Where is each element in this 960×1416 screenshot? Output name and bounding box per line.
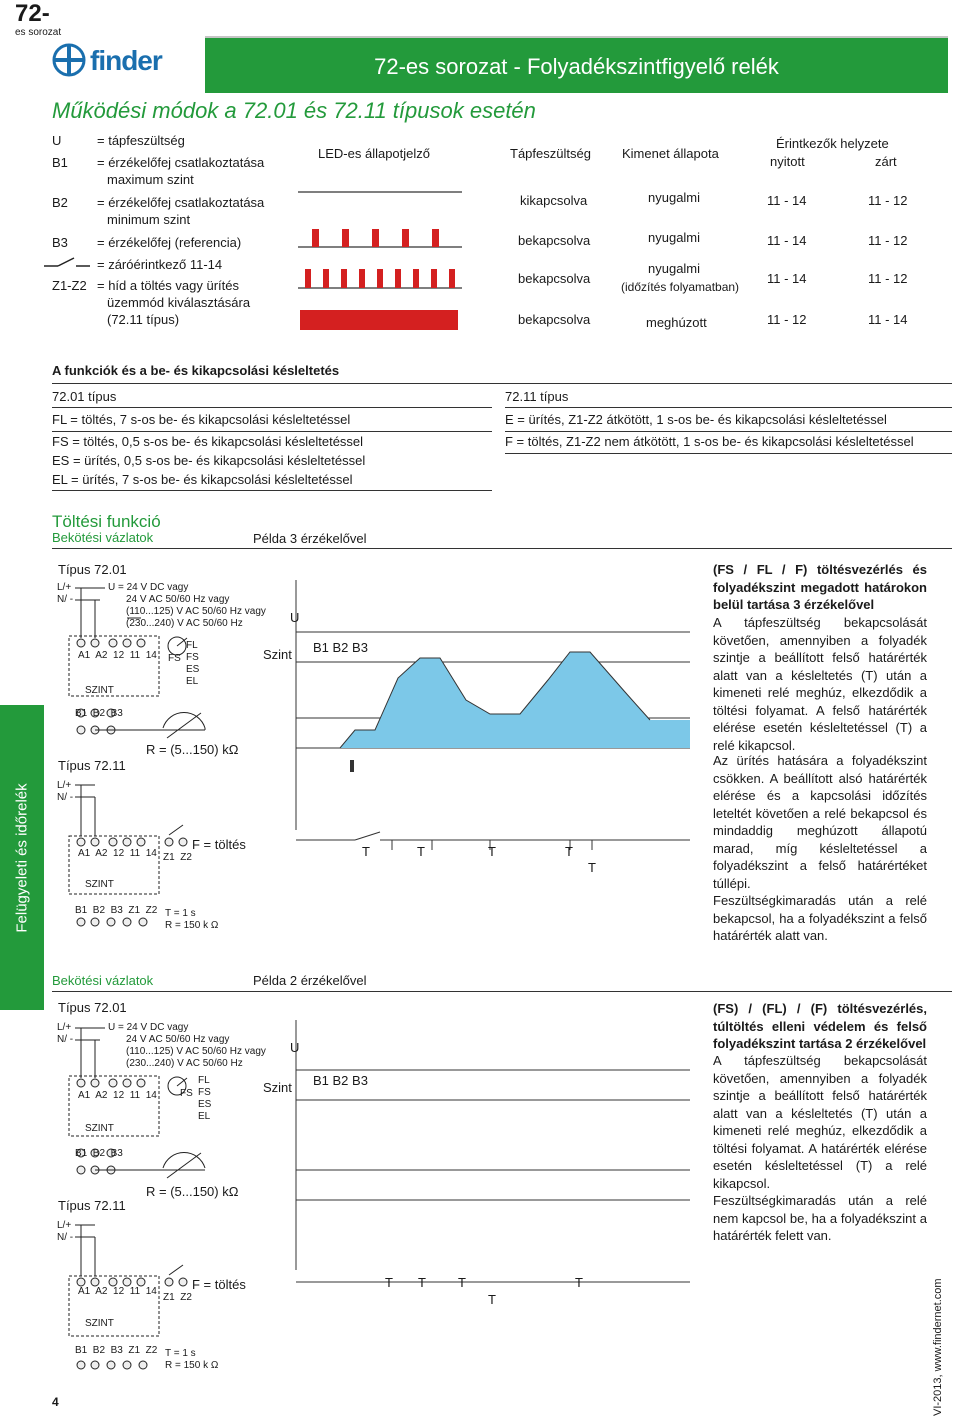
wiring-diagram-72-11: [55, 780, 255, 940]
supply-spec-1: U = 24 V DC vagy: [108, 582, 189, 593]
t-mark: T: [417, 844, 425, 859]
type-72-01-label: 72.01 típus: [52, 389, 117, 404]
legend-desc: minimum szint: [107, 212, 191, 227]
terminal-a2: A2: [95, 650, 108, 661]
function-fl: FL = töltés, 7 s-os be- és kikapcsolási késleltetéssel: [52, 412, 351, 427]
sensor-b3: B3: [110, 1148, 123, 1159]
supply-spec-4: (230...240) V AC 50/60 Hz: [126, 618, 243, 629]
sensor-b1: B1: [75, 1345, 88, 1356]
row2-supply: bekapcsolva: [518, 233, 591, 248]
col-open-header: nyitott: [770, 154, 805, 169]
row2-closed: 11 - 12: [868, 233, 908, 248]
led-steady-on: [300, 310, 458, 330]
sensor-b1: B1: [75, 905, 88, 916]
header-bar: [205, 36, 948, 93]
terminal-a2: A2: [95, 1286, 108, 1297]
footer-side-text: VI-2013, www.findernet.com: [932, 1278, 944, 1416]
row1-open: 11 - 14: [767, 193, 807, 208]
sensor-z2: Z2: [145, 1345, 158, 1356]
desc3-para-2: Az ürítés hatására a folyadékszint csökken. A beállított alsó határérték elérése és a kapcsolási időzítés leteltét követően a relé bekapcsol és mindaddig meghúzott állapotú marad, míg késleltetéssel a folyadékszint a felső határértéket túllépi.: [713, 753, 927, 891]
type-72-11-label: 72.11 típus: [505, 389, 569, 404]
desc3-para-3: Feszültségkimaradás után a relé bekapcsol, ha a folyadékszint a felső határérték alatt van.: [713, 893, 927, 943]
sensor-b3: B3: [110, 905, 123, 916]
lplus-label: L/+: [57, 1220, 72, 1231]
terminal-11: 11: [129, 848, 141, 859]
sensor-labels: [75, 708, 123, 719]
wiring-title-2: Bekötési vázlatok: [52, 973, 154, 988]
mode-el: EL: [198, 1111, 211, 1122]
desc3-heading: (FS / FL / F) töltésvezérlés és folyadékszint megadott határokon belül tartása 3 érzékelővel: [713, 562, 927, 612]
sensor-labels-b: [75, 1148, 123, 1159]
supply-spec-3: (110...125) V AC 50/60 Hz vagy: [126, 606, 266, 617]
f-fill-label-b: F = töltés: [192, 1277, 246, 1292]
supply-spec-3: (110...125) V AC 50/60 Hz vagy: [126, 1046, 266, 1057]
sensor-b2: B2: [92, 905, 106, 916]
row1-supply: kikapcsolva: [520, 193, 588, 208]
page-title: 72-es sorozat - Folyadékszintfigyelő relék: [374, 54, 779, 79]
sensor-z2: Z2: [145, 905, 158, 916]
terminal-12: 12: [113, 650, 125, 661]
terminal-a1: A1: [78, 848, 91, 859]
t-1s-b: T = 1 s: [165, 1348, 196, 1359]
lplus-label: L/+: [57, 780, 72, 791]
sensor-b2: B2: [92, 708, 106, 719]
legend-sym: B1: [52, 155, 68, 170]
legend-desc: (72.11 típus): [107, 312, 180, 327]
szint-label: SZINT: [85, 1318, 114, 1329]
desc2-heading: (FS) / (FL) / (F) töltésvezérlés, túltöltés elleni védelem és felső folyadékszint tartása 2 érzékelővel: [713, 1001, 927, 1051]
functions-title: A funkciók és a be- és kikapcsolási késleltetés: [52, 363, 340, 378]
legend-desc: = érzékelőfej csatlakoztatása: [97, 195, 265, 210]
terminal-12: 12: [113, 1286, 125, 1297]
row2-output: nyugalmi: [648, 230, 701, 245]
sensor-labels-11b: [75, 1345, 157, 1356]
supply-spec-4: (230...240) V AC 50/60 Hz: [126, 1058, 243, 1069]
type-72-01-heading: Típus 72.01: [58, 562, 127, 577]
sensor-b3: B3: [110, 1345, 123, 1356]
function-f: F = töltés, Z1-Z2 nem átkötött, 1 s-os be- és kikapcsolási késleltetéssel: [505, 434, 914, 449]
terminal-12: 12: [113, 1090, 125, 1101]
mode-es: ES: [186, 664, 200, 675]
nminus-label: N/ -: [57, 594, 74, 605]
series-subtitle: es sorozat: [15, 27, 62, 38]
mode-fl: FL: [198, 1075, 210, 1086]
row4-open: 11 - 12: [767, 312, 807, 327]
legend-sym: U: [52, 133, 62, 148]
function-es: ES = ürítés, 0,5 s-os be- és kikapcsolási késleltetéssel: [52, 453, 366, 468]
terminal-labels-b: [78, 1090, 157, 1101]
lplus-label: L/+: [57, 582, 72, 593]
terminal-11: 11: [129, 650, 141, 661]
row3-output-note: (időzítés folyamatban): [621, 280, 740, 294]
resistance-range-b: R = (5...150) kΩ: [146, 1184, 239, 1199]
terminal-a2: A2: [95, 1090, 108, 1101]
desc2-para-2: Feszültségkimaradás után a relé nem kapcsol be, ha a folyadékszint a határérték felett van.: [713, 1193, 927, 1243]
mode-selected: FS: [168, 653, 181, 664]
chart-sensor-label: B1 B2 B3: [313, 640, 368, 655]
mode-fs: FS: [198, 1087, 211, 1098]
z-labels: [163, 852, 192, 863]
terminal-labels-11: [78, 848, 157, 859]
legend-sym: Z1-Z2: [52, 278, 87, 293]
row4-closed: 11 - 14: [868, 312, 908, 327]
t-mark: T: [488, 1292, 496, 1307]
terminal-a1: A1: [78, 1090, 91, 1101]
z1-label: Z1: [163, 1292, 175, 1303]
type-72-01-heading-2: Típus 72.01: [58, 1000, 127, 1015]
terminal-a1: A1: [78, 650, 91, 661]
terminal-labels: [78, 650, 157, 661]
row4-supply: bekapcsolva: [518, 312, 591, 327]
sensor-z1: Z1: [128, 1345, 141, 1356]
terminal-labels-11b: [78, 1286, 157, 1297]
series-code: 72-: [15, 0, 50, 27]
col-closed-header: zárt: [875, 154, 897, 169]
terminal-11: 11: [129, 1286, 141, 1297]
mode-el: EL: [186, 676, 199, 687]
sensor-z1: Z1: [128, 905, 141, 916]
sensor-labels-11: [75, 905, 157, 916]
terminal-14: 14: [145, 1090, 157, 1101]
row4-output: meghúzott: [646, 315, 707, 330]
t-mark: T: [385, 1275, 393, 1290]
row3-supply: bekapcsolva: [518, 271, 591, 286]
chart-u-label: U: [290, 610, 300, 625]
chart-szint-label: Szint: [263, 647, 292, 662]
timing-chart-2-sensors: [280, 1020, 700, 1320]
wiring-diagram-72-11-b: [55, 1220, 255, 1380]
led-blink-slow: [298, 229, 462, 247]
t-mark: T: [588, 860, 596, 875]
sidebar-label: Felügyeleti és időrelék: [13, 782, 31, 933]
row3-closed: 11 - 12: [868, 271, 908, 286]
legend-desc: = tápfeszültség: [97, 133, 185, 148]
example-3-sensors: Példa 3 érzékelővel: [253, 531, 367, 546]
brand-logo-text: finder: [90, 45, 162, 76]
nminus-label: N/ -: [57, 792, 74, 803]
supply-spec-1: U = 24 V DC vagy: [108, 1022, 189, 1033]
terminal-14: 14: [145, 848, 157, 859]
mode-selected-b: FS: [180, 1088, 193, 1099]
function-fs: FS = töltés, 0,5 s-os be- és kikapcsolási késleltetéssel: [52, 434, 364, 449]
t-mark: T: [362, 844, 370, 859]
nminus-label: N/ -: [57, 1034, 74, 1045]
contact-symbol-icon: [44, 256, 92, 270]
terminal-14: 14: [145, 650, 157, 661]
legend-desc: = záróérintkező 11-14: [97, 257, 223, 272]
lplus-label: L/+: [57, 1022, 72, 1033]
col-output-header: Kimenet állapota: [622, 146, 719, 161]
mode-es: ES: [198, 1099, 212, 1110]
chart-sensor-label-2: B1 B2 B3: [313, 1073, 368, 1088]
szint-label: SZINT: [85, 1123, 114, 1134]
mode-fl: FL: [186, 640, 198, 651]
legend-desc: üzemmód kiválasztására: [107, 295, 251, 310]
supply-spec-2: 24 V AC 50/60 Hz vagy: [126, 594, 230, 605]
sensor-b2: B2: [92, 1148, 106, 1159]
mode-selector-labels-b: [198, 1075, 211, 1123]
timing-chart-3-sensors: [280, 580, 700, 880]
szint-label: SZINT: [85, 879, 114, 890]
legend-desc: maximum szint: [107, 172, 194, 187]
type-72-11-heading: Típus 72.11: [58, 758, 126, 773]
t-mark: T: [488, 844, 496, 859]
r-150-b: R = 150 k Ω: [165, 1360, 219, 1371]
legend-desc: = érzékelőfej csatlakoztatása: [97, 155, 265, 170]
legend-sym: B3: [52, 235, 68, 250]
row1-closed: 11 - 12: [868, 193, 908, 208]
f-fill-label: F = töltés: [192, 837, 246, 852]
chart-u-label-2: U: [290, 1040, 300, 1055]
led-blink-fast: [298, 269, 462, 288]
row2-open: 11 - 14: [767, 233, 807, 248]
terminal-a2: A2: [95, 848, 108, 859]
chart-szint-label-2: Szint: [263, 1080, 292, 1095]
mode-fs: FS: [186, 652, 199, 663]
nminus-label: N/ -: [57, 1232, 74, 1243]
function-el: EL = ürítés, 7 s-os be- és kikapcsolási késleltetéssel: [52, 472, 353, 487]
sidebar-category: [0, 705, 44, 1010]
col-supply-header: Tápfeszültség: [510, 146, 591, 161]
function-e: E = ürítés, Z1-Z2 átkötött, 1 s-os be- és kikapcsolási késleltetéssel: [505, 412, 887, 427]
type-72-11-heading-2: Típus 72.11: [58, 1198, 126, 1213]
mode-selector-labels: [186, 640, 199, 688]
sensor-b2: B2: [92, 1345, 106, 1356]
resistance-range: R = (5...150) kΩ: [146, 742, 239, 757]
example-2-sensors: Példa 2 érzékelővel: [253, 973, 367, 988]
row1-output: nyugalmi: [648, 190, 701, 205]
terminal-a1: A1: [78, 1286, 91, 1297]
legend-sym: B2: [52, 195, 68, 210]
t-1s: T = 1 s: [165, 908, 196, 919]
row3-open: 11 - 14: [767, 271, 807, 286]
z1-label: Z1: [163, 852, 175, 863]
col-led-header: LED-es állapotjelző: [318, 146, 431, 161]
finder-logo-icon: [52, 43, 86, 77]
t-mark: T: [418, 1275, 426, 1290]
page-number: 4: [52, 1395, 59, 1409]
terminal-12: 12: [113, 848, 125, 859]
t-mark: T: [458, 1275, 466, 1290]
terminal-14: 14: [145, 1286, 157, 1297]
sensor-b1: B1: [75, 1148, 88, 1159]
row3-output: nyugalmi: [648, 261, 701, 276]
col-contacts-header: Érintkezők helyzete: [776, 136, 889, 151]
desc3-para-1: A tápfeszültség bekapcsolását követően, amennyiben a folyadék szintje a beállított felső határérték alatt van a késleltetés (T) után a kimeneti relé meghúz, elkezdődik a töltési folyamat. A felső határérték elérése esetén késleltetéssel (T) a relé kikapcsol.: [713, 615, 927, 753]
t-mark: T: [575, 1275, 583, 1290]
supply-spec-2: 24 V AC 50/60 Hz vagy: [126, 1034, 230, 1045]
r-150: R = 150 k Ω: [165, 920, 219, 931]
szint-label: SZINT: [85, 685, 114, 696]
z2-label: Z2: [180, 1292, 192, 1303]
z2-label: Z2: [180, 852, 192, 863]
section-title: Működési módok a 72.01 és 72.11 típusok esetén: [52, 98, 536, 123]
t-mark: T: [565, 844, 573, 859]
wiring-title-1: Bekötési vázlatok: [52, 530, 154, 545]
terminal-11: 11: [129, 1090, 141, 1101]
desc2-para-1: A tápfeszültség bekapcsolását követően, amennyiben a folyadék szintje a beállított felső határérték alatt van a késleltetés (T) után a kimeneti relé meghúz, elkezdődik a töltési folyamat. A határérték elérése esetén késleltetéssel (T) a relé kikapcsol.: [713, 1053, 927, 1191]
fill-function-title: Töltési funkció: [52, 512, 161, 531]
sensor-b1: B1: [75, 708, 88, 719]
sensor-b3: B3: [110, 708, 123, 719]
z-labels-b: [163, 1292, 192, 1303]
led-indicator-diagrams: [295, 180, 465, 335]
legend-desc: = híd a töltés vagy ürítés: [97, 278, 239, 293]
legend-desc: = érzékelőfej (referencia): [97, 235, 242, 250]
